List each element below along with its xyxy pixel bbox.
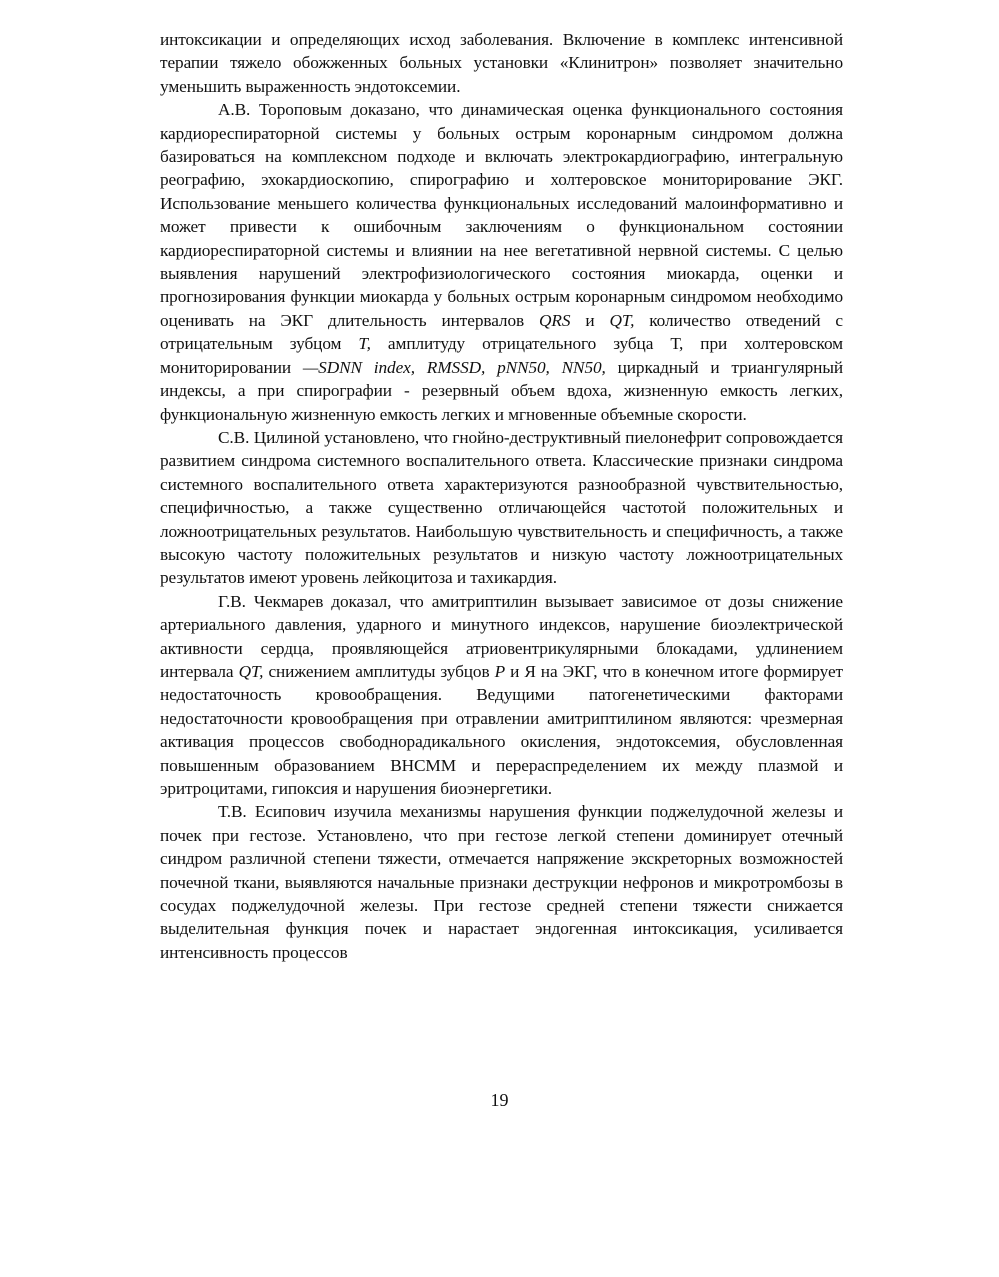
italic-term: —SDNN index, RMSSD, pNN50, NN50,	[302, 357, 606, 377]
italic-term: QT,	[238, 661, 264, 681]
paragraph-2: А.В. Тороповым доказано, что динамическая оценка функционального состояния кардиореспираторной системы у больных острым коронарным синдромом должна базироваться на комплексном подходе и включать электрокардиографию, интегральную реографию, эхокардиоскопию, спирографию и холтеровское мониторирование ЭКГ. Использование меньшего количества функциональных исследований малоинформативно и может привести к ошибочным заключениям о функциональном состоянии кардиореспираторной системы и влиянии на нее вегетативной нервной системы. С целью выявления нарушений электрофизиологического состояния миокарда, оценки и прогнозирования функции миокарда у больных острым коронарным синдромом необходимо оценивать на ЭКГ длительность интервалов QRS и QT, количество отведений с отрицательным зубцом T, амплитуду отрицательного зубца Т, при холтеровском мониторировании —SDNN index, RMSSD, pNN50, NN50, циркадный и триангулярный индексы, а при спирографии - резервный объем вдоха, жизненную емкость легких, функциональную жизненную емкость легких и мгновенные объемные скорости.	[160, 100, 844, 424]
paragraph-5: Т.В. Есипович изучила механизмы нарушения функции поджелудочной железы и почек при гестозе. Установлено, что при гестозе легкой степени доминирует отечный синдром различной степени тяжести, отмечается напряжение экскреторных возможностей почечной ткани, выявляются начальные признаки деструкции нефронов и микротромбозы в сосудах поджелудочной железы. При гестозе средней степени тяжести снижается выделительная функция почек и нарастает эндогенная интоксикация, усиливается интенсивность процессов	[160, 802, 843, 962]
italic-term: QRS	[539, 310, 571, 330]
paragraph-4: Г.В. Чекмарев доказал, что амитриптилин вызывает зависимое от дозы снижение артериального давления, ударного и минутного индексов, нарушение биоэлектрической активности сердца, проявляющейся атриовентрикулярными блокадами, удлинением интервала QT, снижением амплитуды зубцов P и Я на ЭКГ, что в конечном итоге формирует недостаточность кровообращения. Ведущими патогенетическими факторами недостаточности кровообращения при отравлении амитриптилином являются: чрезмерная активация процессов свободнорадикального окисления, эндотоксемия, обусловленная повышенным образованием ВНСММ и перераспределением их между плазмой и эритроцитами, гипоксия и нарушения биоэнергетики.	[160, 591, 843, 798]
italic-term: P	[494, 661, 506, 681]
page-body	[160, 28, 843, 964]
page-number: 19	[490, 1090, 509, 1110]
italic-term: T,	[358, 334, 371, 354]
italic-term: QT,	[609, 310, 635, 330]
paragraph-1: интоксикации и определяющих исход заболевания. Включение в комплекс интенсивной терапии тяжело обожженных больных установки «Клинитрон» позволяет значительно уменьшить выраженность эндотоксемии.	[160, 30, 843, 96]
paragraph-3: С.В. Цилиной установлено, что гнойно-деструктивный пиелонефрит сопровождается развитием синдрома системного воспалительного ответа. Классические признаки синдрома системного воспалительного ответа характеризуются разнообразной чувствительностью, специфичностью, а также существенно отличающейся частотой положительных и ложноотрицательных результатов. Наибольшую чувствительность и специфичность, а также высокую частоту положительных результатов и низкую частоту ложноотрицательных результатов имеют уровень лейкоцитоза и тахикардия.	[160, 427, 843, 588]
